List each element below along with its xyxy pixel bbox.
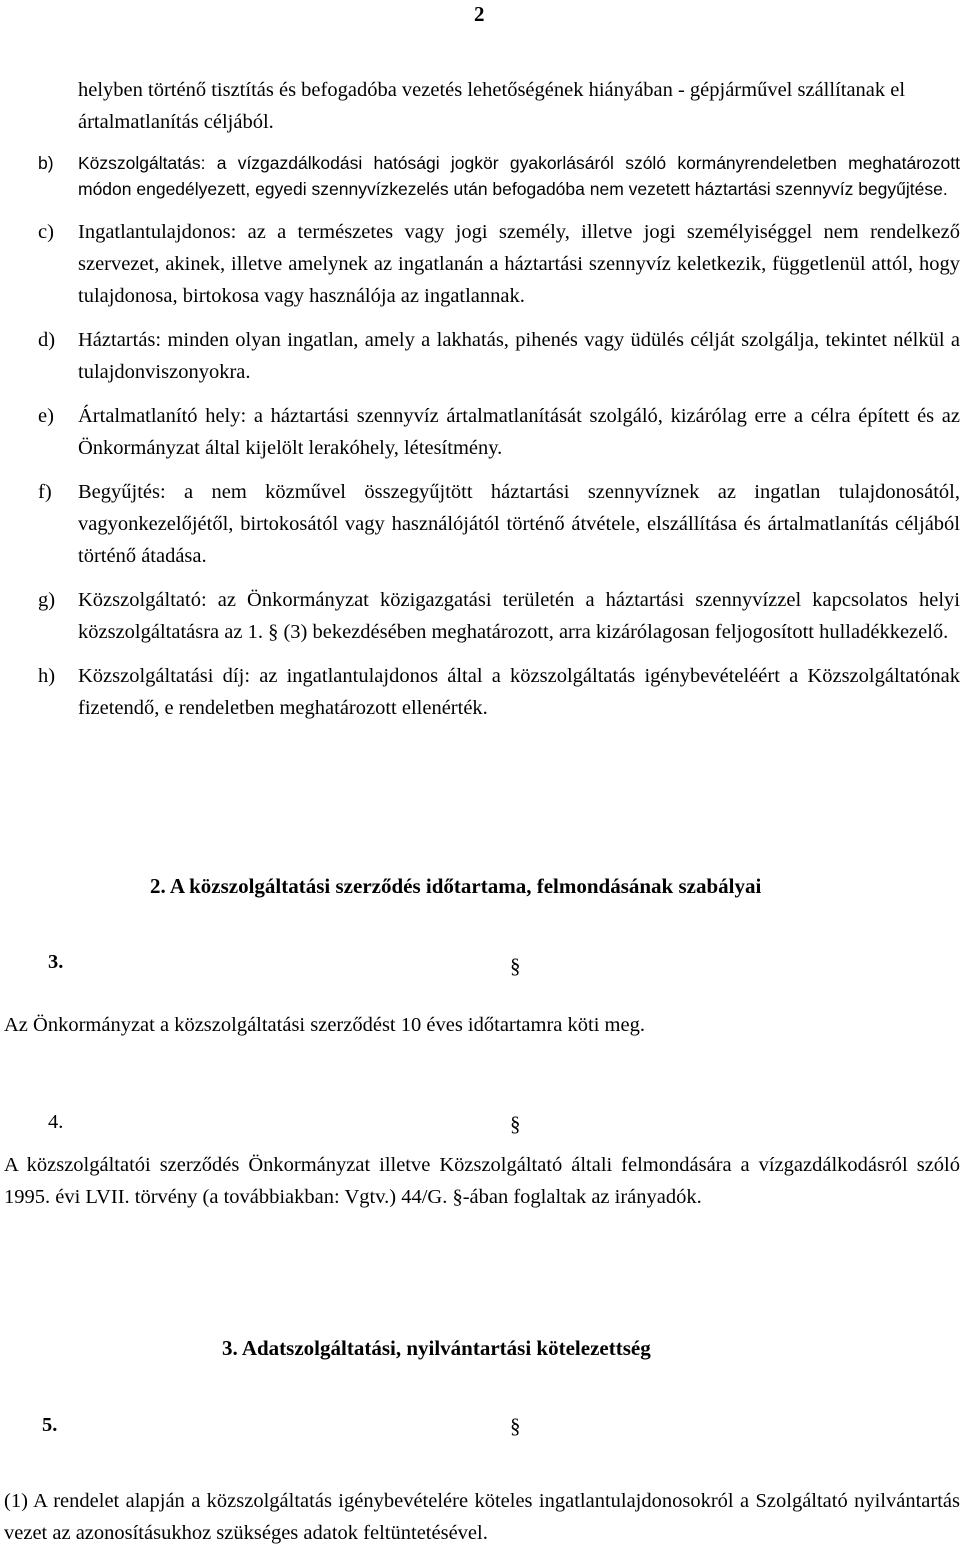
paragraph-5-sign: § <box>510 1414 521 1438</box>
paragraph-4-text: A közszolgáltatói szerződés Önkormányzat illetve Közszolgáltató általi felmondására a vízgazdálkodásról szóló 1995. évi LVII. törvény (a továbbiakban: Vgtv.) 44/G. §-ában foglaltak az irányadók. <box>4 1154 960 1208</box>
definition-item-f <box>38 476 960 572</box>
intro-paragraph: helyben történő tisztítás és befogadóba vezetés lehetőségének hiányában - gépjárművel szállítanak el ártalmatlanítás céljából. <box>78 79 906 133</box>
paragraph-3-sign: § <box>510 954 521 978</box>
paragraph-4-sign: § <box>510 1112 521 1136</box>
definition-text: Háztartás: minden olyan ingatlan, amely a lakhatás, pihenés vagy üdülés célját szolgálja, tekintet nélkül a tulajdonviszonyokra. <box>78 329 960 383</box>
section-3-heading: 3. Adatszolgáltatási, nyilvántartási kötelezettség <box>222 1336 651 1360</box>
section-2-heading: 2. A közszolgáltatási szerződés időtartama, felmondásának szabályai <box>150 874 762 898</box>
definition-letter: b) <box>38 153 54 173</box>
definition-item-g <box>38 584 960 648</box>
definition-item-d <box>38 324 960 388</box>
definition-item-e <box>38 400 960 464</box>
paragraph-5-text: (1) A rendelet alapján a közszolgáltatás igénybevételére köteles ingatlantulajdonosokról a Szolgáltató nyilvántartás vezet az azonosításukhoz szükséges adatok feltüntetésével. <box>4 1490 960 1544</box>
definition-text: Begyűjtés: a nem közművel összegyűjtött háztartási szennyvíznek az ingatlan tulajdonosától, vagyonkezelőjétől, birtokosától vagy használójától történő átvétele, elszállítása és ártalmatlanítás céljából történő átadása. <box>78 481 960 567</box>
definition-item-h <box>38 660 960 724</box>
definitions-list <box>38 150 960 724</box>
definition-letter: d) <box>38 329 56 351</box>
definition-item-b <box>38 150 960 202</box>
definition-letter: h) <box>38 665 56 687</box>
paragraph-4-number: 4. <box>48 1111 64 1133</box>
definition-text: Közszolgáltató: az Önkormányzat közigazgatási területén a háztartási szennyvízzel kapcsolatos helyi közszolgáltatásra az 1. § (3) bekezdésében meghatározott, arra kizárólagosan feljogosított hulladékkezelő. <box>78 589 960 643</box>
definition-letter: e) <box>38 405 54 427</box>
definition-letter: f) <box>38 481 52 503</box>
paragraph-3-number: 3. <box>48 951 64 973</box>
definition-text: Ártalmatlanító hely: a háztartási szennyvíz ártalmatlanítását szolgáló, kizárólag erre a célra épített és az Önkormányzat által kijelölt lerakóhely, létesítmény. <box>78 405 960 459</box>
paragraph-5-number: 5. <box>42 1414 58 1436</box>
page-number: 2 <box>474 2 485 26</box>
definition-item-c <box>38 216 960 312</box>
definition-text: Közszolgáltatási díj: az ingatlantulajdonos által a közszolgáltatás igénybevételéért a Közszolgáltatónak fizetendő, e rendeletben meghatározott ellenérték. <box>78 665 960 719</box>
paragraph-3-text: Az Önkormányzat a közszolgáltatási szerződést 10 éves időtartamra köti meg. <box>4 1014 645 1036</box>
definition-letter: g) <box>38 589 56 611</box>
definition-text: Ingatlantulajdonos: az a természetes vagy jogi személy, illetve jogi személyiséggel nem rendelkező szervezet, akinek, illetve amelynek az ingatlanán a háztartási szennyvíz keletkezik, függetlenül attól, hogy tulajdonosa, birtokosa vagy használója az ingatlannak. <box>78 221 960 307</box>
definition-letter: c) <box>38 221 54 243</box>
definition-text: Közszolgáltatás: a vízgazdálkodási hatósági jogkör gyakorlásáról szóló kormányrendeletben meghatározott módon engedélyezett, egyedi szennyvízkezelés után befogadóba nem vezetett háztartási szennyvíz begyűjtése. <box>78 153 960 199</box>
